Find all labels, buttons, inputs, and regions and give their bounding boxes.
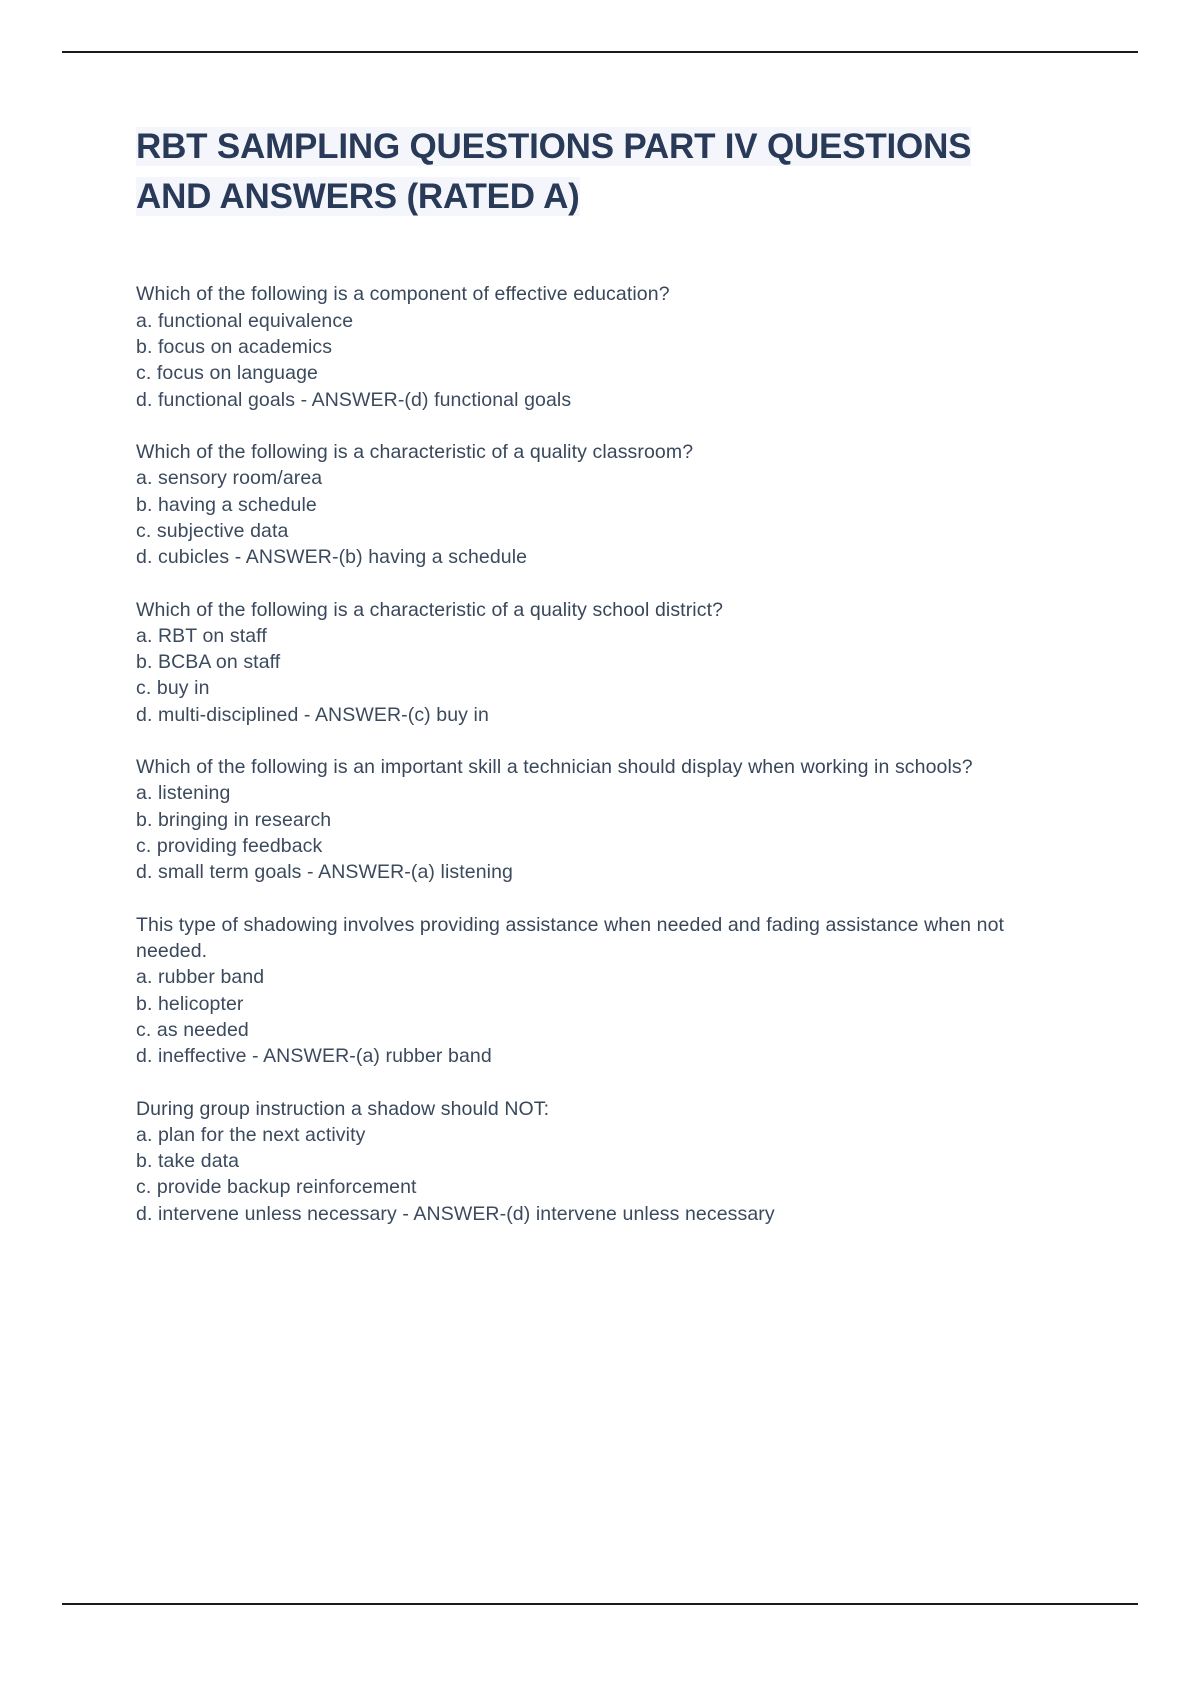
- question-group: [136, 754, 1026, 886]
- answer-option: c. provide backup reinforcement: [136, 1176, 417, 1199]
- question-stem: Which of the following is a characteristic of a quality school district?: [136, 598, 724, 621]
- answer-option: a. sensory room/area: [136, 467, 323, 490]
- answer-option: b. focus on academics: [136, 336, 333, 358]
- question-group: [136, 281, 1026, 413]
- answer-option: a. listening: [136, 782, 231, 805]
- question-stem: Which of the following is a characteristic of a quality classroom?: [136, 440, 694, 463]
- footer-divider: [62, 1603, 1138, 1605]
- page-title: RBT SAMPLING QUESTIONS PART IV QUESTIONS AND ANSWERS (RATED A): [136, 127, 972, 216]
- answer-option: a. RBT on staff: [136, 624, 267, 647]
- question-group: [136, 1096, 1026, 1228]
- answer-option: a. functional equivalence: [136, 309, 354, 332]
- question-group: [136, 597, 1026, 729]
- page-title-wrap: [136, 122, 1011, 221]
- answer-option: b. helicopter: [136, 992, 244, 1015]
- question-list: [136, 281, 1026, 1227]
- answer-option: c. subjective data: [136, 519, 289, 542]
- answer-option: a. plan for the next activity: [136, 1123, 366, 1146]
- header-divider: [62, 51, 1138, 53]
- answer-option: d. small term goals - ANSWER-(a) listening: [136, 861, 513, 884]
- question-stem: During group instruction a shadow should NOT:: [136, 1097, 550, 1120]
- answer-option: c. as needed: [136, 1018, 249, 1041]
- answer-option: a. rubber band: [136, 966, 265, 989]
- question-stem: Which of the following is an important skill a technician should display when working in schools?: [136, 756, 973, 779]
- title-spacer: [136, 221, 1026, 281]
- answer-option: c. providing feedback: [136, 835, 323, 857]
- answer-option: b. take data: [136, 1150, 240, 1173]
- answer-option: b. bringing in research: [136, 808, 332, 831]
- answer-option: d. cubicles - ANSWER-(b) having a schedule: [136, 546, 528, 569]
- answer-option: b. BCBA on staff: [136, 651, 281, 674]
- answer-option: c. focus on language: [136, 362, 318, 385]
- question-stem: Which of the following is a component of effective education?: [136, 283, 670, 306]
- answer-option: d. ineffective - ANSWER-(a) rubber band: [136, 1045, 492, 1068]
- answer-option: d. intervene unless necessary - ANSWER-(d) intervene unless necessary: [136, 1202, 775, 1225]
- question-group: [136, 912, 1026, 1070]
- answer-option: d. functional goals - ANSWER-(d) functional goals: [136, 388, 572, 411]
- answer-option: c. buy in: [136, 677, 210, 700]
- answer-option: d. multi-disciplined - ANSWER-(c) buy in: [136, 703, 489, 726]
- answer-option: b. having a schedule: [136, 493, 317, 516]
- question-stem: This type of shadowing involves providing assistance when needed and fading assistance when not needed.: [136, 913, 1005, 962]
- question-group: [136, 439, 1026, 571]
- document-body: [136, 122, 1026, 1253]
